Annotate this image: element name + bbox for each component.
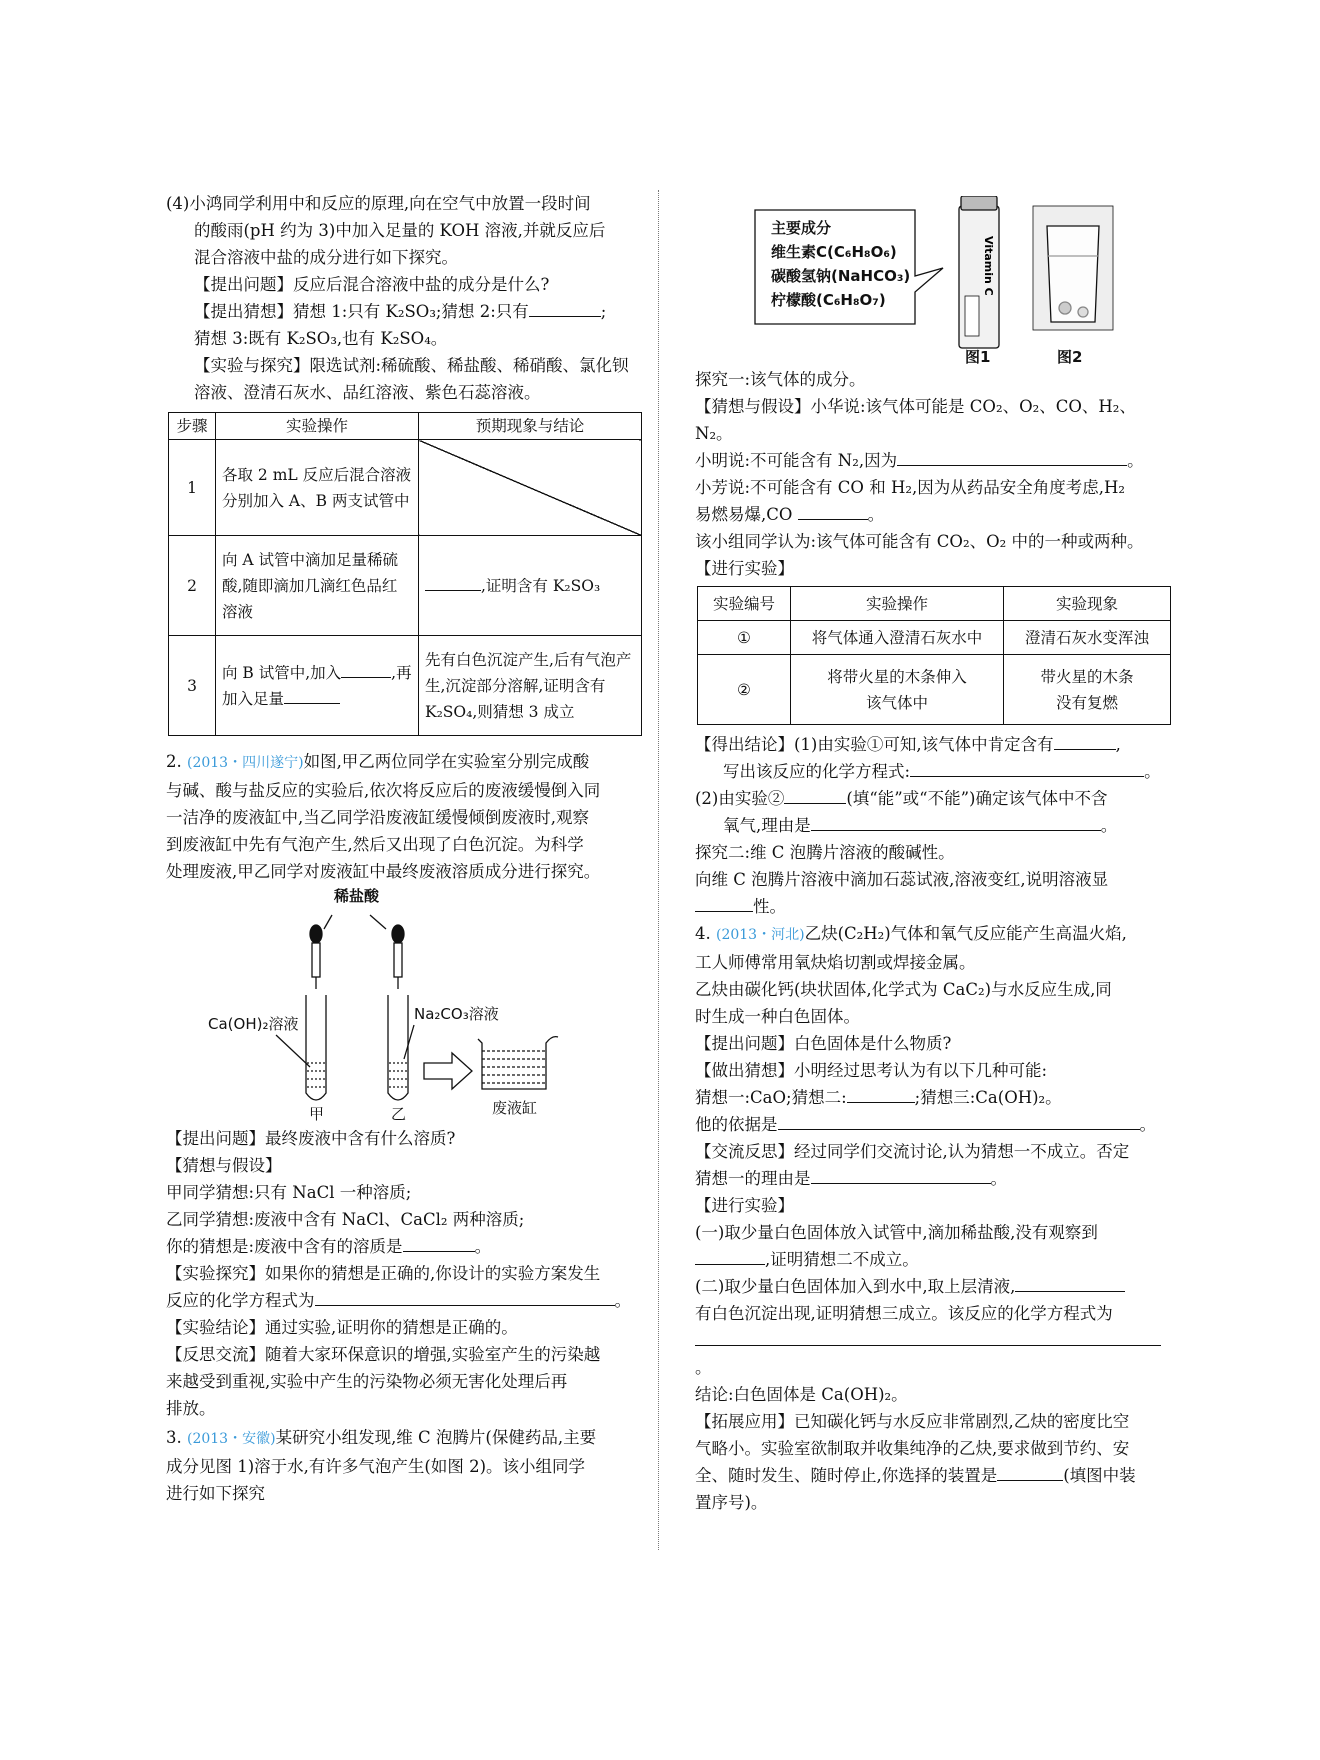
q3-do-exp: 【进行实验】 <box>695 559 794 578</box>
table-cell: 带火星的木条没有复燃 <box>1004 655 1171 725</box>
table-cell-text: ,再加入足量 <box>222 663 412 708</box>
answer-blank[interactable] <box>695 894 753 912</box>
q4-guesses <box>695 1084 1173 1111</box>
tube-b-solution-label: Na₂CO₃溶液 <box>414 1005 499 1023</box>
q3-explore2: 探究二:维 C 泡腾片溶液的酸碱性。 <box>695 843 955 862</box>
q4-exp2 <box>695 1273 1173 1300</box>
q3-conclusion <box>695 758 1173 785</box>
table-cell: 3 <box>169 636 216 736</box>
q2-yours-end: 。 <box>474 1237 492 1256</box>
table-cell <box>216 636 419 736</box>
table-cell: ② <box>698 655 791 725</box>
table-cell: ① <box>698 621 791 655</box>
question-source: (2013・河北) <box>716 927 805 943</box>
question-source: (2013・安徽) <box>187 1431 276 1447</box>
q2-jia: 甲同学猜想:只有 NaCl 一种溶质; <box>166 1183 412 1202</box>
q2-intro: 到废液缸中先有气泡产生,然后又出现了白色沉淀。为科学 <box>166 835 584 854</box>
q2-conclusion: 【实验结论】通过实验,证明你的猜想是正确的。 <box>166 1318 518 1337</box>
q1-question: 【提出问题】反应后混合溶液中盐的成分是什么? <box>194 275 550 294</box>
q2-explore-end: 。 <box>614 1291 631 1310</box>
q2-intro: 与碱、酸与盐反应的实验后,依次将反应后的废液缓慢倒入同 <box>166 781 601 800</box>
q4-intro-text: 乙炔(C₂H₂)气体和氧气反应能产生高温火焰, <box>804 924 1127 943</box>
answer-blank[interactable] <box>1015 1274 1125 1292</box>
answer-blank[interactable] <box>897 448 1127 466</box>
table-cell: 澄清石灰水变浑浊 <box>1004 621 1171 655</box>
q3-ming <box>695 447 1173 474</box>
q3-litmus-end: 性。 <box>753 897 786 916</box>
q4-exp1 <box>695 1246 1173 1273</box>
q4-result: 结论:白色固体是 Ca(OH)₂。 <box>695 1385 908 1404</box>
dropper-bulb-icon <box>392 925 404 943</box>
q3-fang: 小芳说:不可能含有 CO 和 H₂,因为从药品安全角度考虑,H₂ <box>695 478 1125 497</box>
q4-intro: 工人师傅常用氧炔焰切割或焊接金属。 <box>695 953 976 972</box>
q2-yours <box>166 1233 642 1260</box>
q2-explore <box>166 1287 642 1314</box>
q4-basis-end: 。 <box>1139 1115 1156 1134</box>
waste-tank-icon <box>478 1037 558 1089</box>
q3-figure <box>695 196 1173 366</box>
question-number: 4. <box>695 924 711 943</box>
q3-concl-text: (填“能”或“不能”)确定该气体中不含 <box>846 789 1108 808</box>
q1-guess-punct: ; <box>600 302 607 321</box>
q2-yours-text: 你的猜想是:废液中含有的溶质是 <box>166 1237 403 1256</box>
question-source: (2013・四川遂宁) <box>187 755 304 771</box>
q2-intro: 处理废液,甲乙同学对废液缸中最终废液溶质成分进行探究。 <box>166 862 601 881</box>
answer-blank[interactable] <box>910 759 1144 777</box>
box-line: 柠檬酸(C₆H₈O₇) <box>771 291 886 309</box>
right-column <box>695 196 1173 1516</box>
q2-hypo-title: 【猜想与假设】 <box>166 1156 282 1175</box>
table-cell: 先有白色沉淀产生,后有气泡产生,沉淀部分溶解,证明含有 K₂SO₄,则猜想 3 成立 <box>419 636 642 736</box>
fig1-label: 图1 <box>965 348 991 366</box>
table-cell <box>419 536 642 636</box>
q3-fang <box>695 501 1173 528</box>
answer-blank[interactable] <box>778 1112 1140 1130</box>
q4-basis <box>695 1111 1173 1138</box>
tube-a-solution-label: Ca(OH)₂溶液 <box>208 1015 299 1033</box>
q4-do-exp: 【进行实验】 <box>695 1196 794 1215</box>
crossed-out-cell <box>419 440 642 536</box>
q4-ext <box>695 1462 1173 1489</box>
table-cell-text: 向 B 试管中,加入 <box>222 663 342 682</box>
answer-blank[interactable] <box>403 1234 475 1252</box>
q4-exp2-end: 。 <box>695 1358 712 1377</box>
table-cell: 向 A 试管中滴加足量稀硫酸,随即滴加几滴红色品红溶液 <box>216 536 419 636</box>
box-title: 主要成分 <box>771 219 832 237</box>
test-tube-b-icon <box>388 995 408 1100</box>
q3-fang-text: 易燃易爆,CO <box>695 505 793 524</box>
q2-yi: 乙同学猜想:废液中含有 NaCl、CaCl₂ 两种溶质; <box>166 1210 525 1229</box>
q3-intro <box>166 1424 642 1453</box>
answer-blank[interactable] <box>425 573 481 591</box>
q4-exp2-text: (二)取少量白色固体加入到水中,取上层清液, <box>695 1277 1016 1296</box>
q4-intro <box>695 920 1173 949</box>
q3-concl-text: 【得出结论】(1)由实验①可知,该气体中肯定含有 <box>695 735 1054 754</box>
q2-intro <box>166 748 642 777</box>
q1-table <box>168 412 642 736</box>
q3-concl-text: (2)由实验② <box>695 789 785 808</box>
q3-table <box>697 586 1171 725</box>
q1-guess-text: 【提出猜想】猜想 1:只有 K₂SO₃;猜想 2:只有 <box>194 302 529 321</box>
q1-intro: 的酸雨(pH 约为 3)中加入足量的 KOH 溶液,并就反应后 <box>194 221 606 240</box>
test-tube-a-icon <box>306 995 326 1100</box>
tube-b-label: 乙 <box>391 1105 407 1123</box>
q1-reagents: 溶液、澄清石灰水、品红溶液、紫色石蕊溶液。 <box>194 383 541 402</box>
q3-concl-end: 。 <box>1144 762 1161 781</box>
q4-ext-text: 全、随时发生、随时停止,你选择的装置是 <box>695 1466 998 1485</box>
q2-figure <box>166 885 642 1125</box>
tube-a-label: 甲 <box>309 1105 325 1123</box>
table-header: 实验操作 <box>791 587 1004 621</box>
answer-blank[interactable] <box>811 813 1101 831</box>
q4-ext: 置序号)。 <box>695 1493 768 1512</box>
q2-intro: 一洁净的废液缸中,当乙同学沿废液缸缓慢倾倒废液时,观察 <box>166 808 589 827</box>
q2-intro-text: 如图,甲乙两位同学在实验室分别完成酸 <box>303 752 590 771</box>
q4-basis-text: 他的依据是 <box>695 1115 778 1134</box>
q1-reagents: 【实验与探究】限选试剂:稀硫酸、稀盐酸、稀硝酸、氯化钡 <box>194 356 629 375</box>
answer-blank[interactable] <box>811 1166 991 1184</box>
table-header: 实验操作 <box>216 413 419 440</box>
dropper-bulb-icon <box>310 925 322 943</box>
left-column <box>166 190 642 1507</box>
q3-conclusion <box>695 785 1173 812</box>
table-cell: 2 <box>169 536 216 636</box>
answer-blank[interactable] <box>529 299 601 317</box>
q3-group: 该小组同学认为:该气体可能含有 CO₂、O₂ 中的一种或两种。 <box>695 532 1144 551</box>
question-number: 3. <box>166 1428 182 1447</box>
q1-intro: (4)小鸿同学利用中和反应的原理,向在空气中放置一段时间 <box>166 194 591 213</box>
q3-hypo: 【猜想与假设】小华说:该气体可能是 CO₂、O₂、CO、H₂、N₂。 <box>695 397 1136 443</box>
q4-guess: 【做出猜想】小明经过思考认为有以下几种可能: <box>695 1061 1048 1080</box>
answer-blank[interactable] <box>695 1247 765 1265</box>
answer-blank[interactable] <box>315 1288 615 1306</box>
q3-litmus <box>695 893 1173 920</box>
q4-intro: 乙炔由碳化钙(块状固体,化学式为 CaC₂)与水反应生成,同 <box>695 980 1112 999</box>
q4-ext: 气略小。实验室欲制取并收集纯净的乙炔,要求做到节约、安 <box>695 1439 1130 1458</box>
answer-blank[interactable] <box>284 686 340 704</box>
arrow-right-icon <box>424 1053 472 1089</box>
q4-guesses-text: 猜想一:CaO;猜想二: <box>695 1088 847 1107</box>
vitamin-c-figure <box>695 196 1173 366</box>
q3-intro-text: 某研究小组发现,维 C 泡腾片(保健药品,主要 <box>275 1428 597 1447</box>
q2-explore: 【实验探究】如果你的猜想是正确的,你设计的实验方案发生 <box>166 1264 601 1283</box>
q3-conclusion <box>695 812 1173 839</box>
table-cell-text: ,证明含有 K₂SO₃ <box>481 576 601 595</box>
table-cell: 将带火星的木条伸入该气体中 <box>791 655 1004 725</box>
box-line: 碳酸氢钠(NaHCO₃) <box>771 267 911 285</box>
column-divider <box>658 190 659 1550</box>
q3-concl-punct: , <box>1115 735 1121 754</box>
q3-ming-end: 。 <box>1127 451 1144 470</box>
table-cell: 各取 2 mL 反应后混合溶液分别加入 A、B 两支试管中 <box>216 440 419 536</box>
q3-concl-text: 氧气,理由是 <box>723 816 811 835</box>
q4-discuss: 【交流反思】经过同学们交流讨论,认为猜想一不成立。否定 <box>695 1142 1130 1161</box>
fig2-label: 图2 <box>1057 348 1083 366</box>
q2-reflect: 来越受到重视,实验中产生的污染物必须无害化处理后再 <box>166 1372 568 1391</box>
tank-label: 废液缸 <box>492 1099 538 1117</box>
q4-exp2 <box>695 1327 1173 1381</box>
table-header: 实验编号 <box>698 587 791 621</box>
q3-intro: 成分见图 1)溶于水,有许多气泡产生(如图 2)。该小组同学 <box>166 1457 586 1476</box>
q3-intro: 进行如下探究 <box>166 1484 265 1503</box>
q2-question: 【提出问题】最终废液中含有什么溶质? <box>166 1129 456 1148</box>
table-header: 步骤 <box>169 413 216 440</box>
q2-reflect: 【反思交流】随着大家环保意识的增强,实验室产生的污染越 <box>166 1345 601 1364</box>
answer-blank[interactable] <box>341 660 391 678</box>
q3-ming-text: 小明说:不可能含有 N₂,因为 <box>695 451 898 470</box>
q1-guess-3: 猜想 3:既有 K₂SO₃,也有 K₂SO₄。 <box>194 329 448 348</box>
answer-blank[interactable] <box>1054 732 1116 750</box>
q4-ext-text: (填图中装 <box>1063 1466 1136 1485</box>
q4-discuss <box>695 1165 1173 1192</box>
q4-exp1: (一)取少量白色固体放入试管中,滴加稀盐酸,没有观察到 <box>695 1223 1098 1242</box>
question-number: 2. <box>166 752 182 771</box>
q1-intro: 混合溶液中盐的成分进行如下探究。 <box>194 248 458 267</box>
answer-blank[interactable] <box>847 1085 915 1103</box>
q1-guess <box>166 298 642 325</box>
table-header: 实验现象 <box>1004 587 1171 621</box>
acid-label: 稀盐酸 <box>334 887 380 905</box>
lab-apparatus-diagram <box>166 885 642 1125</box>
box-line: 维生素C(C₆H₈O₆) <box>771 243 897 261</box>
q4-exp1-text: ,证明猜想二不成立。 <box>765 1250 919 1269</box>
q4-discuss-end: 。 <box>990 1169 1007 1188</box>
answer-blank[interactable] <box>784 786 846 804</box>
table-cell: 将气体通入澄清石灰水中 <box>791 621 1004 655</box>
q4-exp2: 有白色沉淀出现,证明猜想三成立。该反应的化学方程式为 <box>695 1304 1113 1323</box>
q3-explore1: 探究一:该气体的成分。 <box>695 370 866 389</box>
q4-discuss-text: 猜想一的理由是 <box>695 1169 811 1188</box>
q3-litmus: 向维 C 泡腾片溶液中滴加石蕊试液,溶液变红,说明溶液显 <box>695 870 1109 889</box>
q3-conclusion <box>695 731 1173 758</box>
tube-label: Vitamin C <box>982 236 995 296</box>
q3-concl-text: 写出该反应的化学方程式: <box>723 762 911 781</box>
table-cell: 1 <box>169 440 216 536</box>
q2-explore-text: 反应的化学方程式为 <box>166 1291 315 1310</box>
q3-fang-end: 。 <box>867 505 885 524</box>
table-header: 预期现象与结论 <box>419 413 642 440</box>
answer-blank[interactable] <box>695 1328 1161 1346</box>
answer-blank[interactable] <box>997 1463 1063 1481</box>
q2-reflect: 排放。 <box>166 1399 216 1418</box>
answer-blank[interactable] <box>798 502 868 520</box>
q4-intro: 时生成一种白色固体。 <box>695 1007 860 1026</box>
q3-concl-end: 。 <box>1100 816 1118 835</box>
q4-question: 【提出问题】白色固体是什么物质? <box>695 1034 952 1053</box>
q4-ext: 【拓展应用】已知碳化钙与水反应非常剧烈,乙炔的密度比空 <box>695 1412 1130 1431</box>
q4-guesses-text: ;猜想三:Ca(OH)₂。 <box>914 1088 1062 1107</box>
